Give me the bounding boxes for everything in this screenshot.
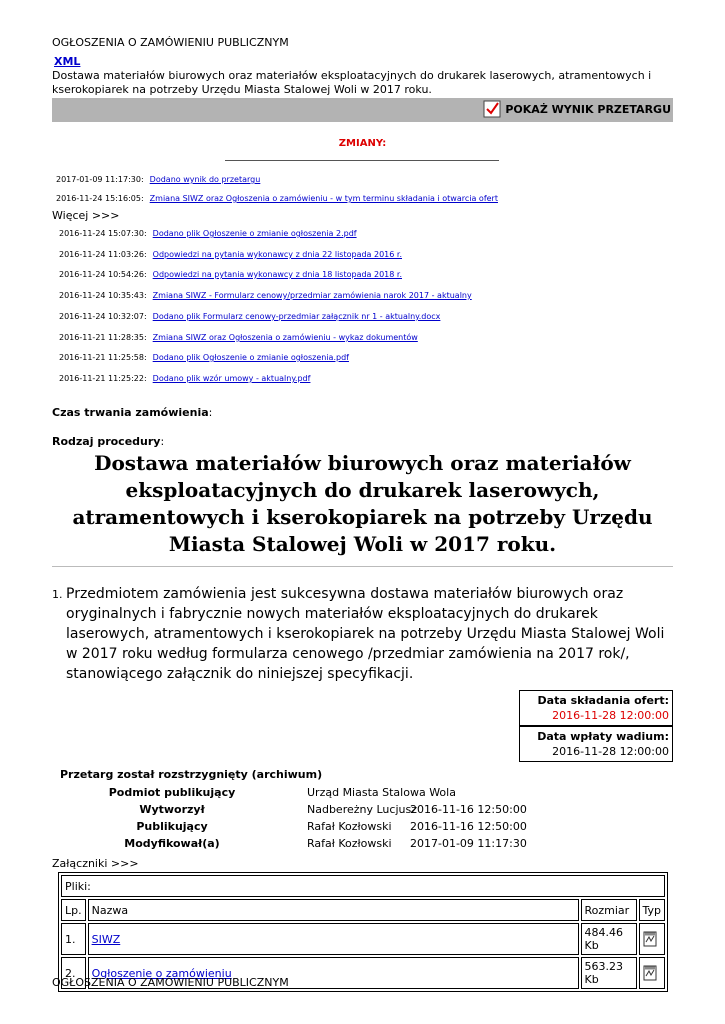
- deposit-deadline-value: 2016-11-28 12:00:00: [552, 745, 669, 758]
- meta-key: Podmiot publikujący: [108, 786, 236, 799]
- meta-date: 2016-11-16 12:50:00: [410, 820, 527, 833]
- change-timestamp: 2016-11-21 11:28:35:: [59, 333, 147, 342]
- change-link[interactable]: Zmiana SIWZ - Formularz cenowy/przedmiar zamówienia narok 2017 - aktualny: [152, 291, 472, 300]
- changes-heading: ZMIANY:: [338, 138, 387, 149]
- change-item: [59, 312, 440, 321]
- attachments-table: [58, 872, 668, 992]
- offers-deadline-value: 2016-11-28 12:00:00: [552, 709, 669, 722]
- pdf-icon[interactable]: [643, 931, 657, 947]
- change-link[interactable]: Dodano plik wzór umowy - aktualny.pdf: [152, 374, 311, 383]
- list-item-number: 1.: [52, 588, 63, 601]
- change-timestamp: 2016-11-21 11:25:58:: [59, 353, 147, 362]
- change-link[interactable]: Dodano plik Ogłoszenie o zmianie ogłoszenia 2.pdf: [152, 229, 357, 238]
- change-item: [59, 250, 402, 259]
- header-type: Typ: [639, 899, 666, 921]
- offers-deadline-label: Data składania ofert:: [537, 694, 669, 707]
- meta-key: Modyfikował(a): [124, 837, 220, 850]
- header-lp: Lp.: [61, 899, 86, 921]
- change-item: [56, 175, 260, 184]
- change-link[interactable]: Zmiana SIWZ oraz Ogłoszenia o zamówieniu - wykaz dokumentów: [152, 333, 418, 342]
- offers-deadline-box: [519, 690, 673, 726]
- pdf-icon[interactable]: [643, 965, 657, 981]
- change-item: [59, 270, 402, 279]
- change-link[interactable]: Dodano wynik do przetargu: [149, 175, 261, 184]
- meta-value: Nadbereżny Lucjusz: [307, 803, 417, 816]
- meta-value: Urząd Miasta Stalowa Wola: [307, 786, 456, 799]
- result-bar: [52, 98, 673, 122]
- table-row: [61, 923, 665, 955]
- file-lp: 2.: [61, 957, 86, 989]
- meta-value: Rafał Kozłowski: [307, 837, 392, 850]
- deposit-deadline-label: Data wpłaty wadium:: [537, 730, 669, 743]
- change-timestamp: 2016-11-24 15:07:30:: [59, 229, 147, 238]
- change-item: [56, 194, 498, 203]
- change-timestamp: 2016-11-24 15:16:05:: [56, 194, 144, 203]
- change-timestamp: 2016-11-24 10:32:07:: [59, 312, 147, 321]
- procedure-label: Rodzaj procedury: [52, 435, 161, 448]
- duration-field: Czas trwania zamówienia:: [52, 406, 213, 419]
- change-item: [59, 374, 310, 383]
- header-size: Rozmiar: [581, 899, 637, 921]
- change-item: [59, 353, 349, 362]
- archive-title: Przetarg został rozstrzygnięty (archiwum): [60, 768, 323, 781]
- file-size: 484.46 Kb: [581, 923, 637, 955]
- change-item: [59, 333, 418, 342]
- short-description: Dostawa materiałów biurowych oraz materiałów eksploatacyjnych do drukarek laserowych, atramentowych i kserokopiarek na potrzeby Urzędu Miasta Stalowej Woli w 2017 roku.: [52, 69, 652, 96]
- change-link[interactable]: Odpowiedzi na pytania wykonawcy z dnia 22 listopada 2016 r.: [152, 250, 402, 259]
- change-timestamp: 2016-11-24 10:35:43:: [59, 291, 147, 300]
- page-header-title: OGŁOSZENIA O ZAMÓWIENIU PUBLICZNYM: [52, 36, 289, 49]
- meta-value: Rafał Kozłowski: [307, 820, 392, 833]
- change-link[interactable]: Zmiana SIWZ oraz Ogłoszenia o zamówieniu - w tym terminu składania i otwarcia ofert: [149, 194, 498, 203]
- duration-label: Czas trwania zamówienia: [52, 406, 209, 419]
- change-timestamp: 2016-11-21 11:25:22:: [59, 374, 147, 383]
- file-type: [639, 923, 666, 955]
- show-result-button[interactable]: [483, 100, 671, 118]
- change-link[interactable]: Dodano plik Ogłoszenie o zmianie ogłoszenia.pdf: [152, 353, 349, 362]
- show-result-label: POKAŻ WYNIK PRZETARGU: [505, 102, 671, 116]
- meta-date: 2017-01-09 11:17:30: [410, 837, 527, 850]
- meta-date: 2016-11-16 12:50:00: [410, 803, 527, 816]
- title-divider: [52, 566, 673, 567]
- change-item: [59, 291, 472, 300]
- meta-key: Wytworzył: [139, 803, 205, 816]
- change-timestamp: 2017-01-09 11:17:30:: [56, 175, 144, 184]
- attachments-toggle[interactable]: Załączniki >>>: [52, 857, 139, 870]
- xml-link[interactable]: XML: [54, 55, 81, 68]
- change-item: [59, 229, 357, 238]
- change-timestamp: 2016-11-24 10:54:26:: [59, 270, 147, 279]
- files-label: Pliki:: [61, 875, 665, 897]
- page-title: Dostawa materiałów biurowych oraz materiałów eksploatacyjnych do drukarek laserowych, atramentowych i kserokopiarek na potrzeby Urzędu Miasta Stalowej Woli w 2017 roku.: [72, 451, 653, 556]
- file-link[interactable]: Ogłoszenie o zamówieniu: [91, 966, 232, 980]
- file-size: 563.23 Kb: [581, 957, 637, 989]
- deposit-deadline-box: [519, 726, 673, 762]
- change-link[interactable]: Dodano plik Formularz cenowy-przedmiar załącznik nr 1 - aktualny.docx: [152, 312, 441, 321]
- file-lp: 1.: [61, 923, 86, 955]
- header-name: Nazwa: [88, 899, 579, 921]
- changes-divider: [225, 160, 499, 161]
- checkbox-check-icon: [483, 100, 501, 118]
- change-link[interactable]: Odpowiedzi na pytania wykonawcy z dnia 18 listopada 2018 r.: [152, 270, 402, 279]
- page-footer-title: OGŁOSZENIA O ZAMÓWIENIU PUBLICZNYM: [52, 976, 289, 989]
- procedure-field: Rodzaj procedury:: [52, 435, 165, 448]
- more-changes-toggle[interactable]: Więcej >>>: [52, 209, 120, 222]
- list-item-text: Przedmiotem zamówienia jest sukcesywna dostawa materiałów biurowych oraz oryginalnych i fabrycznie nowych materiałów eksploatacyjnych do drukarek laserowych, atramentowych i kserokopiarek na potrzeby Urzędu Miasta Stalowej Woli w 2017 roku według formularza cenowego /przedmiar zamówienia na 2017 rok/, stanowiącego załącznik do niniejszej specyfikacji.: [66, 586, 665, 682]
- file-link[interactable]: SIWZ: [91, 932, 121, 946]
- file-type: [639, 957, 666, 989]
- change-timestamp: 2016-11-24 11:03:26:: [59, 250, 147, 259]
- meta-key: Publikujący: [136, 820, 208, 833]
- file-name-cell: [88, 923, 579, 955]
